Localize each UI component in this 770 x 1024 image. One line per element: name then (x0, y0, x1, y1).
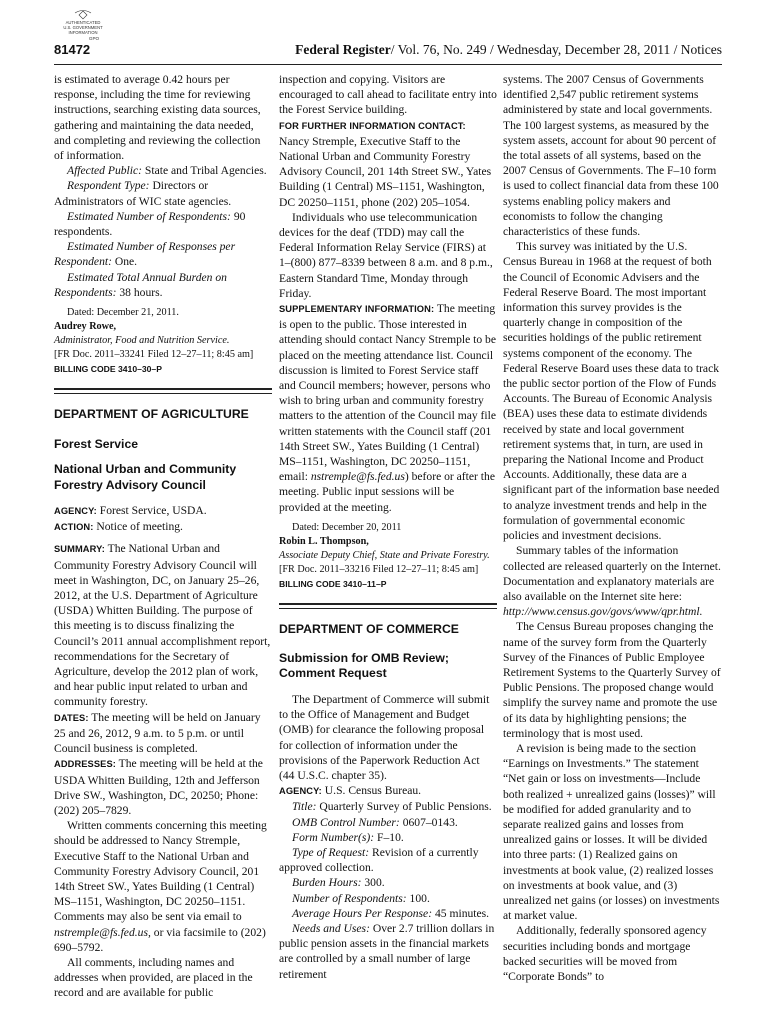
dated-line: Dated: December 21, 2011. (67, 307, 179, 319)
issue-info: / Vol. 76, No. 249 / Wednesday, December 28, 2011 / Notices (390, 42, 722, 57)
paragraph: Individuals who use telecommunication devices for the deaf (TDD) may call the Federal Information Relay Service (FIRS) at 1–(800) 877–8339 between 8 a.m. and 8 p.m., Eastern Standard Time, Monday through Friday. (279, 210, 493, 300)
department-heading: DEPARTMENT OF AGRICULTURE (54, 407, 249, 422)
dates-paragraph: DATES: The meeting will be held on January 25 and 26, 2012, 9 a.m. to 5 p.m. or until Council business is completed. (54, 710, 261, 756)
seal-line-2: U.S. GOVERNMENT (63, 25, 103, 30)
billing-code: BILLING CODE 3410–30–P (54, 364, 162, 375)
affected-public: Affected Public: State and Tribal Agencies. (67, 164, 267, 178)
header-rule (54, 64, 722, 65)
fr-doc-line: [FR Doc. 2011–33216 Filed 12–27–11; 8:45 am] (279, 563, 479, 575)
census-url-link[interactable]: http://www.census.gov/govs/www/qpr.html. (503, 605, 703, 619)
seal-line-1: AUTHENTICATED (65, 20, 101, 25)
type-of-request: Type of Request: Revision of a currently approved collection. (279, 845, 479, 875)
email-link[interactable]: nstremple@fs.fed.us, (54, 925, 151, 939)
annual-burden: Estimated Total Annual Burden on Respondents: 38 hours. (54, 270, 227, 299)
number-of-respondents: Estimated Number of Respondents: 90 respondents. (54, 209, 246, 239)
agency-heading: Forest Service (54, 437, 139, 452)
seal-line-3: INFORMATION (68, 30, 98, 35)
needs-and-uses: Needs and Uses: Over 2.7 trillion dollars in public pension assets in the financial markets are controlled by a small number of large retirement (279, 921, 495, 981)
respondent-type: Respondent Type: Directors or Administrators of WIC state agencies. (54, 179, 232, 208)
section-separator (279, 603, 497, 609)
agency-line: AGENCY: Forest Service, USDA. (54, 504, 207, 518)
average-hours-per-response: Average Hours Per Response: 45 minutes. (292, 906, 490, 920)
supplementary-paragraph: SUPPLEMENTARY INFORMATION: The meeting is open to the public. Those interested in attending should contact Nancy Stremple to be placed on the meeting attendance list. Council discussion is limited to Forest Service staff and Council members; however, persons who wish to bring urban and community forestry matters to the attention of the Council may file written statements with the Council staff (201 14th Street SW., Yates Building (1 Central) MS–1151, Washington, DC 20250–1151, email: nstremple@fs.fed.us) before or after the meeting. Public input sessions will be provided at the meeting. (279, 302, 497, 514)
column-2 (279, 72, 497, 982)
addresses-paragraph: ADDRESSES: The meeting will be held at the USDA Whitten Building, 12th and Jefferson Drive SW., Washington, DC, 20250; Phone: (202) 205–7829. (54, 757, 263, 817)
paragraph: All comments, including names and addresses when provided, are placed in the record and are available for public (54, 955, 253, 1000)
paragraph: This survey was initiated by the U.S. Census Bureau in 1968 at the request of both the Council of Economic Advisers and the Federal Reserve Board. The most important information this survey provides is the quarterly change in composition of the securities holdings of the public retirement systems component of the economy. The Federal Reserve Board uses these data to track the public sector portion of the Flow of Funds Accounts. The Bureau of Economic Analysis (BEA) uses these data to estimate dividends received by state and local government retirement systems that, in turn, are used in preparing the National Income and Product Accounts. Additionally, these data are a significant part of the information base needed to analyze investment trends and help in the formulation of governmental economic policies and investment decisions. (503, 240, 720, 543)
running-head-title (295, 42, 722, 58)
form-number: Form Number(s): F–10. (292, 830, 404, 844)
written-comments-paragraph: Written comments concerning this meeting should be addressed to Nancy Stremple, Executive Staff to the National Urban and Community Forestry Advisory Council, 201 14th Street SW., Yates Building (1 Central) MS–1151, Washington, DC 20250–1151. Comments may also be sent via email to nstremple@fs.fed.us, or via facsimile to (202) 690–5792. (54, 819, 267, 954)
notice-subject: Submission for OMB Review; Comment Request (279, 650, 449, 681)
paragraph: The Census Bureau proposes changing the name of the survey form from the Quarterly Survey of the Finances of Public Employee Retirement Systems to the Quarterly Survey of Public Pensions. The proposed change would simplify the survey name and promote the use of its data by highlighting pensions; the terminology that is most used. (503, 620, 721, 740)
billing-code: BILLING CODE 3410–11–P (279, 578, 387, 589)
publication-name: Federal Register (295, 42, 391, 57)
paragraph: inspection and copying. Visitors are encouraged to call ahead to facilitate entry into the Forest Service building. (279, 73, 497, 117)
agency-line: AGENCY: U.S. Census Bureau. (279, 784, 422, 798)
column-3 (503, 72, 721, 984)
responses-per-respondent: Estimated Number of Responses per Respondent: One. (54, 240, 236, 269)
notice-subject: National Urban and Community Forestry Advisory Council (54, 462, 237, 492)
title-line: Title: Quarterly Survey of Public Pensions. (292, 800, 492, 814)
action-line: ACTION: Notice of meeting. (54, 520, 183, 534)
column-1 (54, 72, 272, 1001)
department-heading: DEPARTMENT OF COMMERCE (279, 621, 459, 636)
paragraph: Additionally, federally sponsored agency securities including bonds and mortgage backed securities will be moved from “Corporate Bonds” to (503, 924, 707, 983)
signer-title: Associate Deputy Chief, State and Private Forestry. (279, 549, 490, 561)
paragraph: A revision is being made to the section “Earnings on Investments.” The statement “Net gain or loss on investments—Include both realized + unrealized gains (losses)” will be modified for added granularity and to separate realized gains and losses from unrealized gains or losses. It will be divided into three parts: (1) Realized gains on investments at book value, (2) realized losses on investments at book value, and (3) unrealized net gains (or losses) on investments at market value. (503, 741, 720, 923)
further-info-paragraph: FOR FURTHER INFORMATION CONTACT: Nancy Stremple, Executive Staff to the National Urban and Community Forestry Advisory Council, 201 14th Street SW., Yates Building (1 Central) MS–1151, Washington, DC 20250–1151, phone (202) 205–1054. (279, 120, 492, 209)
seal-line-4: GPO (88, 36, 100, 41)
summary-paragraph: SUMMARY: The National Urban and Community Forestry Advisory Council will meet in Washington, DC, on January 25–26, 2012, at the U.S. Department of Agriculture (USDA) Whitten Building. The purpose of this meeting is to discuss finalizing the Council’s 2011 annual accomplishment report, recommendations for the Secretary of Agriculture, develop the 2012 plan of work, and hear public input related to urban and community forestry. (54, 542, 271, 709)
gpo-authentication-seal (54, 9, 112, 43)
email-link[interactable]: nstremple@fs.fed.us (310, 470, 405, 484)
paragraph: systems. The 2007 Census of Governments identified 2,547 public retirement systems administered by state and local governments. The 100 largest systems, as measured by the system assets, account for about 90 percent of the total assets of all systems, based on the 2007 Census of Governments. The F–10 form is used to collect financial data from these 100 systems enabling policy makers and economists to follow the changing characteristics of these funds. (503, 73, 719, 239)
paragraph: is estimated to average 0.42 hours per response, including the time for reviewing instructions, searching existing data sources, gathering and maintaining the data needed, and completing and reviewing the collection of information. (54, 73, 261, 163)
signer-title: Administrator, Food and Nutrition Service. (54, 335, 230, 347)
paragraph: The Department of Commerce will submit to the Office of Management and Budget (OMB) for clearance the following proposal for collection of information under the provisions of the Paperwork Reduction Act (44 U.S.C. chapter 35). (279, 692, 490, 782)
gpo-seal-icon (54, 9, 112, 43)
omb-control-number: OMB Control Number: 0607–0143. (292, 815, 458, 829)
page-number: 81472 (54, 42, 91, 57)
burden-hours: Burden Hours: 300. (292, 876, 385, 890)
signer-name: Robin L. Thompson, (279, 535, 369, 547)
number-of-respondents: Number of Respondents: 100. (292, 891, 430, 905)
section-separator (54, 388, 272, 394)
running-header (54, 42, 722, 62)
dated-line: Dated: December 20, 2011 (292, 521, 402, 533)
signer-name: Audrey Rowe, (54, 321, 117, 333)
paragraph: Summary tables of the information collected are released quarterly on the Internet. Documentation and explanatory materials are also available on the Internet site here: http://www.census.gov/govs/www/qpr.html. (503, 544, 721, 619)
fr-doc-line: [FR Doc. 2011–33241 Filed 12–27–11; 8:45 am] (54, 349, 254, 361)
